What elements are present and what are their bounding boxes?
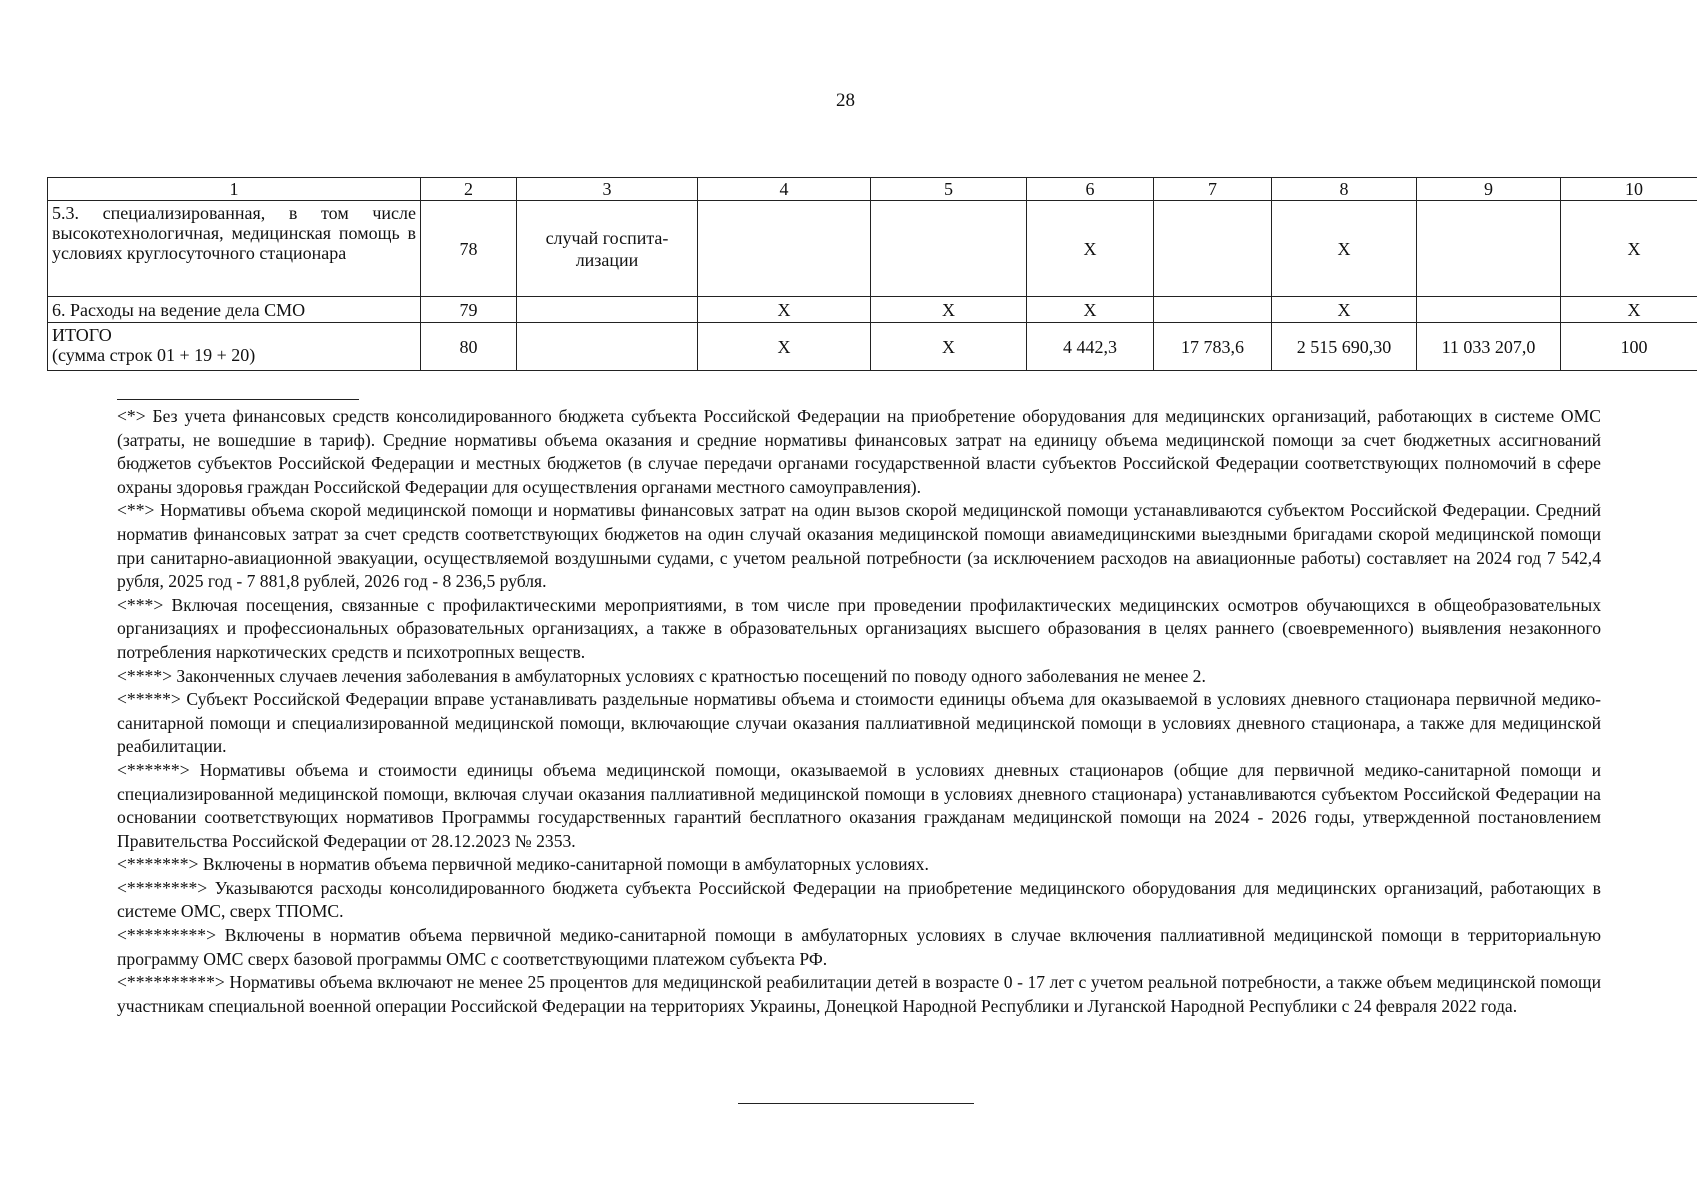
end-separator [738, 1103, 974, 1104]
footnote: <***> Включая посещения, связанные с профилактическими мероприятиями, в том числе при проведении профилактических медицинских осмотров обучающихся в общеобразовательных организациях и профессиональных образовательных организациях, а также в образовательных организациях высшего образования в целях раннего (своевременного) выявления незаконного потребления наркотических средств и психотропных веществ. [117, 594, 1601, 662]
footnotes [117, 405, 1601, 1018]
row-unit-line: случай госпита- [545, 227, 669, 248]
table-cell: X [1561, 201, 1697, 297]
row-code: 78 [421, 201, 517, 297]
table-cell: 17 783,6 [1154, 323, 1272, 371]
column-number: 10 [1561, 178, 1697, 201]
table-cell [698, 201, 871, 297]
table-cell: 2 515 690,30 [1272, 323, 1417, 371]
footnote: <*****> Субъект Российской Федерации вправе устанавливать раздельные нормативы объема и стоимости единицы объема для оказываемой в условиях дневного стационара первичной медико-санитарной помощи и специализированной медицинской помощи, включающие случаи оказания паллиативной медицинской помощи в условиях дневного стационара, а также для медицинской реабилитации. [117, 689, 1601, 757]
table-cell: X [698, 323, 871, 371]
row-label [48, 323, 421, 371]
column-number: 1 [48, 178, 421, 201]
table-cell [1154, 297, 1272, 323]
row-label: 6. Расходы на ведение дела СМО [48, 297, 421, 323]
footnote: <****> Законченных случаев лечения заболевания в амбулаторных условиях с кратностью посещений по поводу одного заболевания не менее 2. [117, 665, 1206, 686]
table-cell: 11 033 207,0 [1417, 323, 1561, 371]
footnote: <********> Указываются расходы консолидированного бюджета субъекта Российской Федерации на приобретение медицинского оборудования для медицинских организаций, работающих в системе ОМС, сверх ТПОМС. [117, 877, 1601, 922]
table-cell: X [1272, 201, 1417, 297]
column-number: 2 [421, 178, 517, 201]
footnote: <*> Без учета финансовых средств консолидированного бюджета субъекта Российской Федерации на приобретение оборудования для медицинских организаций, работающих в системе ОМС (затраты, не вошедшие в тариф). Средние нормативы объема оказания и средние нормативы финансовых затрат на единицу объема медицинской помощи за счет бюджетных ассигнований бюджетов субъектов Российской Федерации и местных бюджетов (в случае передачи органами государственной власти субъектов Российской Федерации соответствующих полномочий в сфере охраны здоровья граждан Российской Федерации для осуществления органами местного самоуправления). [117, 406, 1601, 497]
table-cell [1417, 201, 1561, 297]
table-cell: X [1027, 201, 1154, 297]
page-number: 28 [836, 90, 855, 111]
footnote-separator [117, 399, 359, 400]
total-sum-note: (сумма строк 01 + 19 + 20) [52, 345, 256, 365]
table-row-total [48, 323, 1697, 371]
footnote: <**********> Нормативы объема включают не менее 25 процентов для медицинской реабилитации детей в возрасте 0 - 17 лет с учетом реальной потребности, а также объем медицинской помощи участникам специальной военной операции Российской Федерации на территориях Украины, Донецкой Народной Республики и Луганской Народной Республики с 24 февраля 2022 года. [117, 972, 1601, 1016]
normatives-table [47, 177, 1697, 371]
table-row [48, 201, 1697, 297]
table-cell: X [1272, 297, 1417, 323]
footnote: <*********> Включены в норматив объема первичной медико-санитарной помощи в амбулаторных условиях в случае включения паллиативной медицинской помощи в территориальную программу ОМС сверх базовой программы ОМС с соответствующими платежом субъекта РФ. [117, 925, 1601, 969]
table-cell: X [1561, 297, 1697, 323]
column-number: 4 [698, 178, 871, 201]
total-label: ИТОГО [52, 325, 112, 345]
table-row [48, 297, 1697, 323]
column-number: 7 [1154, 178, 1272, 201]
table-cell: X [871, 297, 1027, 323]
column-number: 6 [1027, 178, 1154, 201]
column-number: 9 [1417, 178, 1561, 201]
row-code: 79 [421, 297, 517, 323]
table-cell: 100 [1561, 323, 1697, 371]
column-number: 5 [871, 178, 1027, 201]
footnote: <******> Нормативы объема и стоимости единицы объема медицинской помощи, оказываемой в условиях дневных стационаров (общие для первичной медико-санитарной помощи и специализированной медицинской помощи, включая случаи оказания паллиативной медицинской помощи в условиях дневного стационара) устанавливаются субъектом Российской Федерации на основании соответствующих нормативов Программы государственных гарантий бесплатного оказания гражданам медицинской помощи на 2024 - 2026 годы, утвержденной постановлением Правительства Российской Федерации от 28.12.2023 № 2353. [117, 759, 1601, 851]
table-cell: 4 442,3 [1027, 323, 1154, 371]
row-label: 5.3. специализированная, в том числе высокотехнологичная, медицинская помощь в условиях круглосуточного стационара [48, 201, 421, 297]
row-unit-line: лизации [575, 249, 639, 270]
footnote: <*******> Включены в норматив объема первичной медико-санитарной помощи в амбулаторных условиях. [117, 854, 929, 875]
row-unit [517, 297, 698, 323]
row-unit [517, 323, 698, 371]
table-cell: X [1027, 297, 1154, 323]
table-header-row [48, 178, 1697, 201]
table-cell [1417, 297, 1561, 323]
footnote: <**> Нормативы объема скорой медицинской помощи и нормативы финансовых затрат на один вызов скорой медицинской помощи устанавливаются субъектом Российской Федерации. Средний норматив финансовых затрат за счет средств соответствующих бюджетов на один случай оказания медицинской помощи авиамедицинскими выездными бригадами скорой медицинской помощи при санитарно-авиационной эвакуации, осуществляемой воздушными судами, с учетом реальной потребности (за исключением расходов на авиационные работы) составляет на 2024 год 7 542,4 рубля, 2025 год - 7 881,8 рублей, 2026 год - 8 236,5 рубля. [117, 500, 1601, 592]
column-number: 8 [1272, 178, 1417, 201]
table-cell: X [871, 323, 1027, 371]
column-number: 3 [517, 178, 698, 201]
table-cell [871, 201, 1027, 297]
table-cell [1154, 201, 1272, 297]
row-unit [517, 201, 698, 297]
table-cell: X [698, 297, 871, 323]
row-code: 80 [421, 323, 517, 371]
